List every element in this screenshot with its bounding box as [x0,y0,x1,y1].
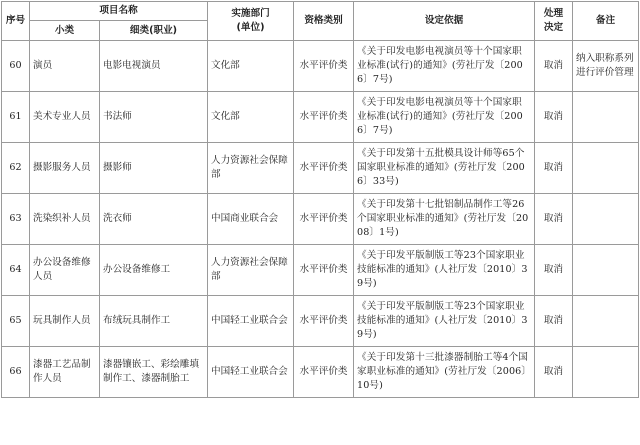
table-row [2,92,639,143]
cell-remark: 纳入职称系列进行评价管理 [573,41,639,92]
cell-decision: 取消 [535,143,573,194]
cell-decision: 取消 [535,92,573,143]
cell-small-class: 美术专业人员 [30,92,100,143]
cell-dept: 人力资源社会保障部 [208,143,294,194]
header-decision-line2: 决定 [543,22,564,33]
header-remark: 备注 [573,2,639,41]
table-row [2,41,639,92]
table-row [2,143,639,194]
cell-small-class: 摄影服务人员 [30,143,100,194]
cell-detail-class: 电影电视演员 [100,41,208,92]
cell-detail-class: 书法师 [100,92,208,143]
cell-basis: 《关于印发电影电视演员等十个国家职业标准(试行)的通知》(劳社厅发〔2006〕7号) [354,41,535,92]
cell-no: 63 [2,194,30,245]
cell-decision: 取消 [535,245,573,296]
cell-remark [573,92,639,143]
cell-no: 66 [2,347,30,398]
cell-no: 61 [2,92,30,143]
cell-basis: 《关于印发平版制版工等23个国家职业技能标准的通知》(人社厅发〔2010〕39号) [354,245,535,296]
cell-remark [573,194,639,245]
cell-category: 水平评价类 [294,92,354,143]
cell-category: 水平评价类 [294,143,354,194]
header-basis: 设定依据 [354,2,535,41]
cell-dept: 中国轻工业联合会 [208,347,294,398]
cell-detail-class: 洗衣师 [100,194,208,245]
header-dept-line1: 实施部门 [231,8,270,19]
table-row [2,245,639,296]
cell-small-class: 漆器工艺品制作人员 [30,347,100,398]
cell-detail-class: 布绒玩具制作工 [100,296,208,347]
cell-dept: 人力资源社会保障部 [208,245,294,296]
qualification-table [1,1,639,398]
header-no: 序号 [2,2,30,41]
table-row [2,347,639,398]
cell-basis: 《关于印发第十三批漆器制胎工等4个国家职业标准的通知》(劳社厅发〔2006〕10号) [354,347,535,398]
cell-no: 65 [2,296,30,347]
cell-basis: 《关于印发第十七批铝制品制作工等26个国家职业标准的通知》(劳社厅发〔2008〕1号) [354,194,535,245]
header-dept-line2: (单位) [236,22,265,33]
cell-basis: 《关于印发电影电视演员等十个国家职业标准(试行)的通知》(劳社厅发〔2006〕7号) [354,92,535,143]
cell-decision: 取消 [535,296,573,347]
cell-category: 水平评价类 [294,194,354,245]
cell-category: 水平评价类 [294,41,354,92]
cell-basis: 《关于印发第十五批模具设计师等65个国家职业标准的通知》(劳社厅发〔2006〕33号) [354,143,535,194]
cell-remark [573,347,639,398]
cell-category: 水平评价类 [294,245,354,296]
cell-detail-class: 摄影师 [100,143,208,194]
table-row [2,194,639,245]
cell-no: 64 [2,245,30,296]
cell-no: 60 [2,41,30,92]
cell-basis: 《关于印发平版制版工等23个国家职业技能标准的通知》(人社厅发〔2010〕39号) [354,296,535,347]
cell-dept: 中国轻工业联合会 [208,296,294,347]
cell-category: 水平评价类 [294,296,354,347]
cell-dept: 文化部 [208,41,294,92]
header-category: 资格类别 [294,2,354,41]
table-row [2,296,639,347]
cell-decision: 取消 [535,41,573,92]
cell-dept: 文化部 [208,92,294,143]
cell-category: 水平评价类 [294,347,354,398]
cell-dept: 中国商业联合会 [208,194,294,245]
cell-small-class: 演员 [30,41,100,92]
cell-decision: 取消 [535,347,573,398]
cell-small-class: 玩具制作人员 [30,296,100,347]
header-decision [535,2,573,41]
cell-small-class: 洗染织补人员 [30,194,100,245]
cell-decision: 取消 [535,194,573,245]
header-dept [208,2,294,41]
header-item-name: 项目名称 [30,2,208,21]
header-detail-class: 细类(职业) [100,21,208,41]
cell-no: 62 [2,143,30,194]
cell-remark [573,143,639,194]
cell-small-class: 办公设备维修人员 [30,245,100,296]
cell-remark [573,296,639,347]
table-body [2,41,639,398]
header-decision-line1: 处理 [543,8,564,19]
cell-detail-class: 办公设备维修工 [100,245,208,296]
header-small-class: 小类 [30,21,100,41]
table-header [2,2,639,41]
cell-remark [573,245,639,296]
cell-detail-class: 漆器镶嵌工、彩绘雕填制作工、漆器制胎工 [100,347,208,398]
